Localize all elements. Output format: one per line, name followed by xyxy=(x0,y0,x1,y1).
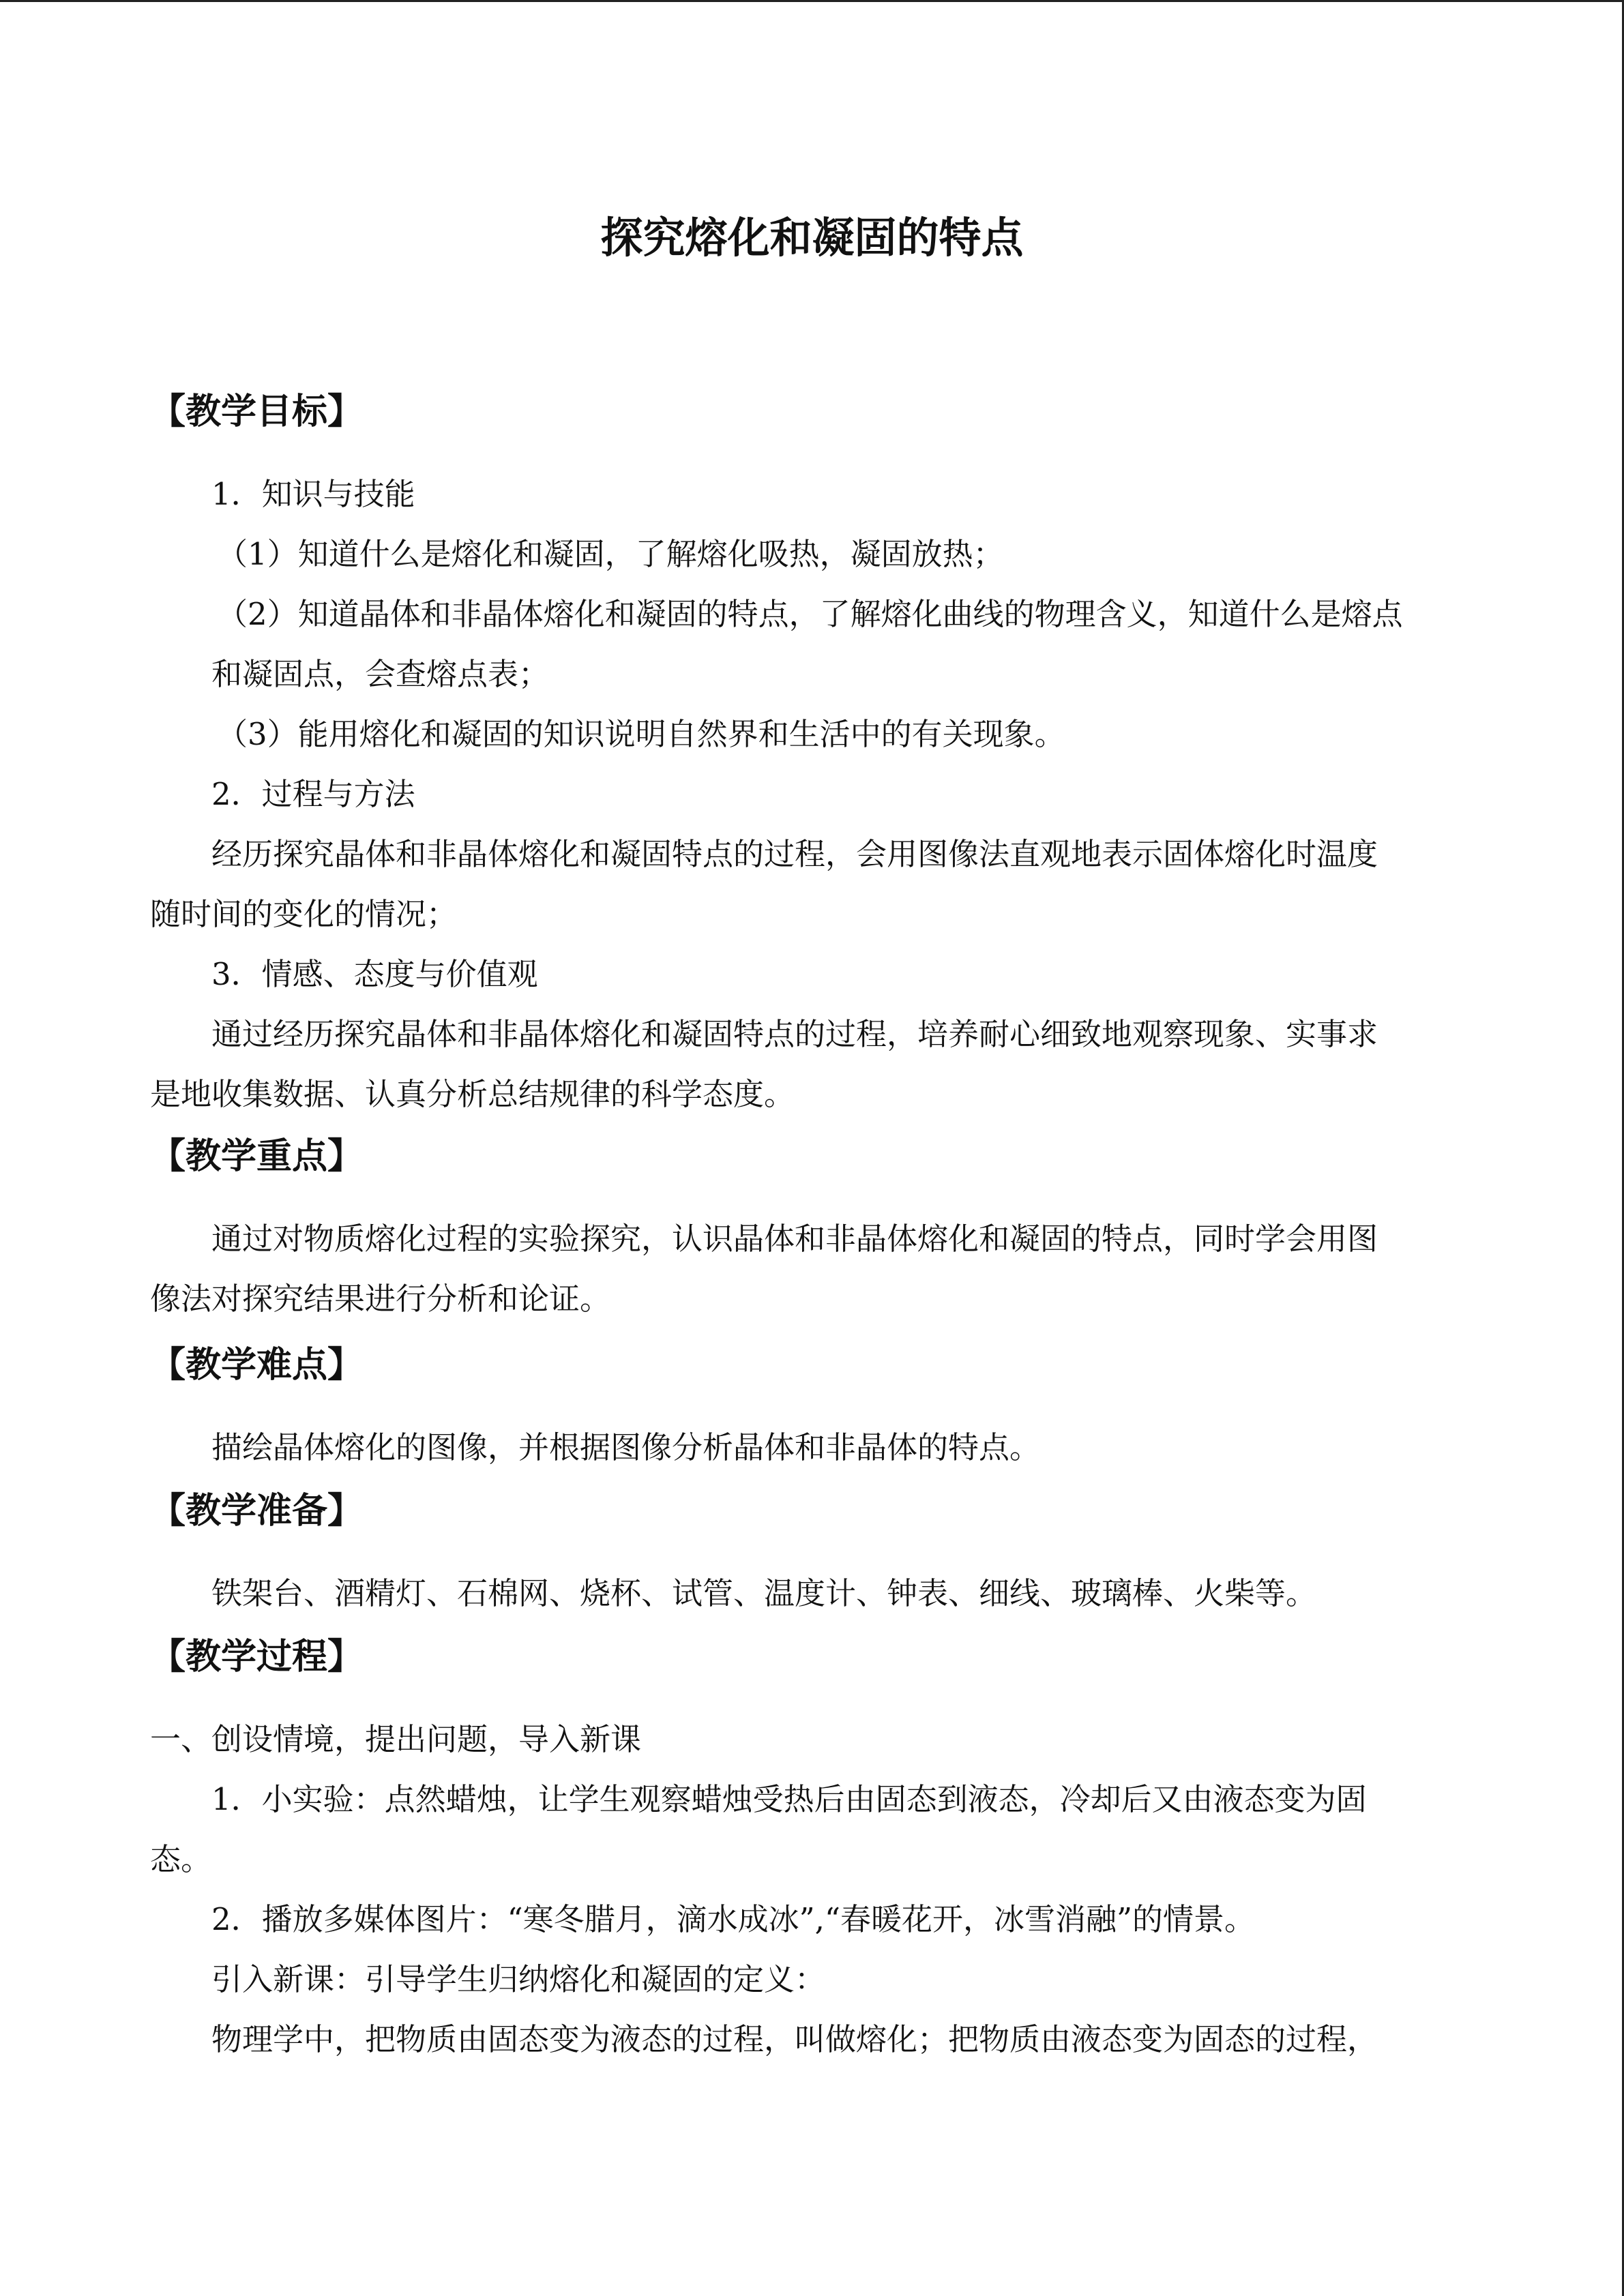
goal1-title: 1．知识与技能 xyxy=(211,476,415,512)
heading-teaching-goals: 【教学目标】 xyxy=(150,391,364,432)
heading-key-points: 【教学重点】 xyxy=(150,1136,364,1177)
page-title: 探究熔化和凝固的特点 xyxy=(600,213,1024,263)
preparation-text: 铁架台、酒精灯、石棉网、烧杯、试管、温度计、钟表、细线、玻璃棒、火柴等。 xyxy=(211,1575,1317,1611)
goal3-title: 3．情感、态度与价值观 xyxy=(211,956,538,992)
goal3-text-line1: 通过经历探究晶体和非晶体熔化和凝固特点的过程，培养耐心细致地观察现象、实事求 xyxy=(211,1016,1378,1052)
goal2-text-line1: 经历探究晶体和非晶体熔化和凝固特点的过程，会用图像法直观地表示固体熔化时温度 xyxy=(211,836,1378,872)
goal1-item3: （3）能用熔化和凝固的知识说明自然界和生活中的有关现象。 xyxy=(217,716,1065,752)
goal2-title: 2．过程与方法 xyxy=(211,776,415,812)
difficult-text: 描绘晶体熔化的图像，并根据图像分析晶体和非晶体的特点。 xyxy=(211,1429,1041,1465)
heading-preparation: 【教学准备】 xyxy=(150,1491,364,1532)
key-text-line1: 通过对物质熔化过程的实验探究，认识晶体和非晶体熔化和凝固的特点，同时学会用图 xyxy=(211,1221,1378,1257)
process-section1: 一、创设情境，提出问题，导入新课 xyxy=(150,1721,642,1757)
goal2-text-line2: 随时间的变化的情况； xyxy=(150,896,458,932)
heading-teaching-process: 【教学过程】 xyxy=(150,1637,364,1678)
goal1-item2-line1: （2）知道晶体和非晶体熔化和凝固的特点，了解熔化曲线的物理含义，知道什么是熔点 xyxy=(217,596,1403,632)
goal1-item1: （1）知道什么是熔化和凝固，了解熔化吸热，凝固放热； xyxy=(217,536,1004,572)
heading-difficult-points: 【教学难点】 xyxy=(150,1345,364,1386)
goal1-item2-line2: 和凝固点，会查熔点表； xyxy=(211,656,550,692)
goal3-text-line2: 是地收集数据、认真分析总结规律的科学态度。 xyxy=(150,1076,795,1112)
key-text-line2: 像法对探究结果进行分析和论证。 xyxy=(150,1281,611,1317)
page-top-border xyxy=(0,0,1624,2)
process-item1-line2: 态。 xyxy=(150,1841,212,1877)
process-intro: 引入新课：引导学生归纳熔化和凝固的定义： xyxy=(211,1961,826,1997)
process-item1-line1: 1．小实验：点然蜡烛，让学生观察蜡烛受热后由固态到液态，冷却后又由液态变为固 xyxy=(211,1781,1367,1817)
process-definition: 物理学中，把物质由固态变为液态的过程，叫做熔化；把物质由液态变为固态的过程， xyxy=(211,2021,1378,2057)
process-item2: 2．播放多媒体图片：“寒冬腊月，滴水成冰”,“春暖花开，冰雪消融”的情景。 xyxy=(211,1901,1255,1937)
